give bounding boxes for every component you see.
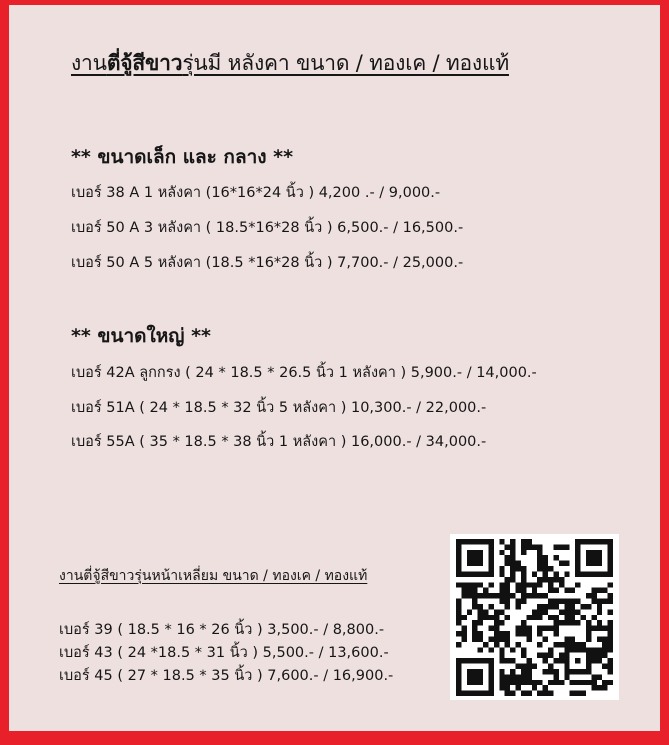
title-bold: ตี่จู้สีขาว xyxy=(106,51,183,75)
price-line: เบอร์ 42A ลูกกรง ( 24 * 18.5 * 26.5 นิ้ว 1 หลังคา ) 5,900.- / 14,000.- xyxy=(71,365,537,381)
price-line: เบอร์ 55A ( 35 * 18.5 * 38 นิ้ว 1 หลังคา ) 16,000.- / 34,000.- xyxy=(71,434,487,450)
price-line: เบอร์ 45 ( 27 * 18.5 * 35 นิ้ว ) 7,600.- / 16,900.- xyxy=(59,668,394,684)
price-line: เบอร์ 43 ( 24 *18.5 * 31 นิ้ว ) 5,500.- / 13,600.- xyxy=(59,645,389,661)
title-prefix: งาน xyxy=(71,51,107,75)
square-model-title: งานตี่จู้สีขาวรุ่นหน้าเหลี่ยม ขนาด / ทองเค / ทองแท้ xyxy=(59,568,368,584)
page-title xyxy=(71,47,509,80)
title-suffix: รุ่นมี หลังคา ขนาด / ทองเค / ทองแท้ xyxy=(182,51,509,75)
section-heading-large: ** ขนาดใหญ่ ** xyxy=(71,325,211,347)
qr-code-icon xyxy=(450,534,619,700)
price-line: เบอร์ 51A ( 24 * 18.5 * 32 นิ้ว 5 หลังคา ) 10,300.- / 22,000.- xyxy=(71,400,487,416)
price-line: เบอร์ 50 A 3 หลังคา ( 18.5*16*28 นิ้ว ) 6,500.- / 16,500.- xyxy=(71,220,464,236)
section-heading-small-medium: ** ขนาดเล็ก และ กลาง ** xyxy=(71,146,294,168)
price-line: เบอร์ 50 A 5 หลังคา (18.5 *16*28 นิ้ว ) 7,700.- / 25,000.- xyxy=(71,255,464,271)
price-line: เบอร์ 38 A 1 หลังคา (16*16*24 นิ้ว ) 4,200 .- / 9,000.- xyxy=(71,185,441,201)
price-line: เบอร์ 39 ( 18.5 * 16 * 26 นิ้ว ) 3,500.- / 8,800.- xyxy=(59,622,385,638)
